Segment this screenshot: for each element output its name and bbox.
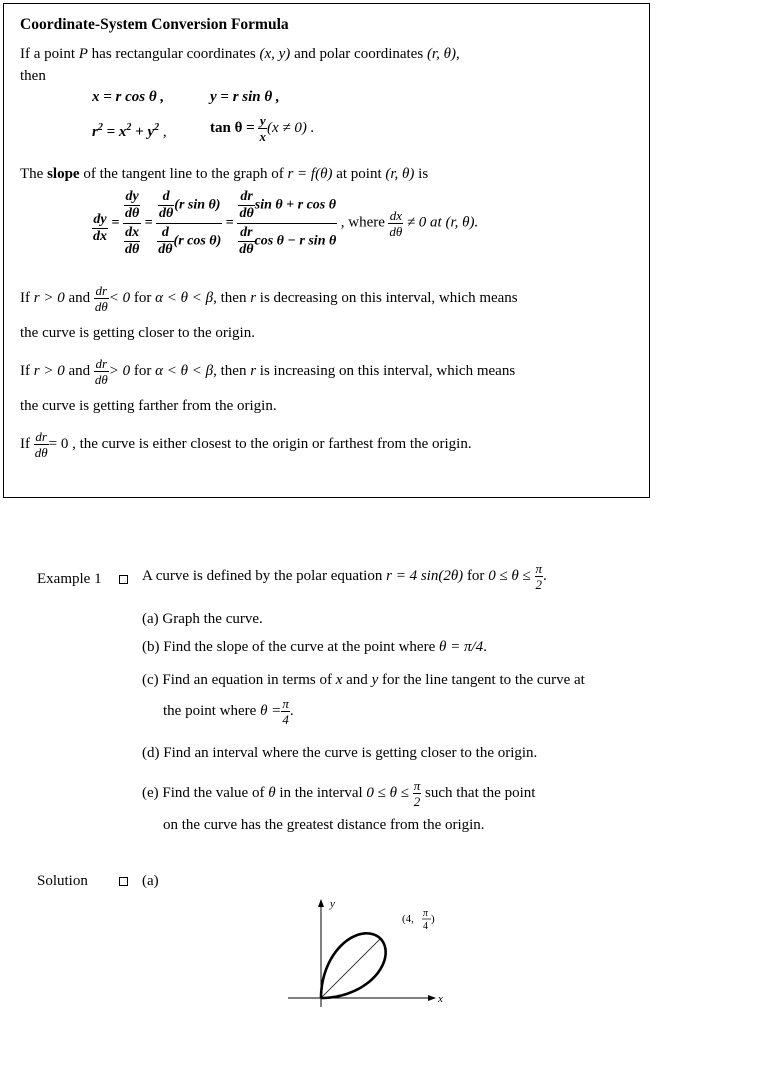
- point-label-close: ): [431, 913, 435, 925]
- eq-r-squared: $r^2 = x^2 + y^2$ ,: [92, 122, 167, 140]
- increasing-line2: the curve is getting farther from the origin.: [20, 398, 277, 414]
- part-c-line2: the point where θ = $\frac{\pi}{4}$ .: [163, 696, 294, 727]
- checkbox-icon: [119, 877, 128, 886]
- zero-line: If $\frac{dr}{d\theta}$ = 0 , the curve is either closest to the origin or farthest from the origin.: [20, 429, 472, 460]
- point-label-four: 4: [423, 921, 428, 932]
- part-b: (b) Find the slope of the curve at the point where θ = π/4.: [142, 639, 487, 655]
- example-label: Example 1: [37, 571, 102, 587]
- solution-label: Solution: [37, 873, 88, 889]
- x-axis-label: x: [438, 993, 443, 1005]
- eq-x: x = r cos θ ,: [92, 89, 165, 105]
- checkbox-icon: [119, 575, 128, 584]
- eq-tan: tan θ = $\frac{y}{x}$ (x ≠ 0) .: [210, 113, 315, 144]
- point-label-open: (4,: [402, 913, 414, 925]
- slope-sentence: The slope of the tangent line to the graph of r = f(θ) at point (r, θ) is: [20, 166, 429, 182]
- formula-title: Coordinate-System Conversion Formula: [20, 16, 289, 33]
- slope-formula: $\frac{dy}{dx}$ = $\frac{\frac{dy}{d\theta}}{\frac{dx}{d\theta}}$ = $\frac{d}{d\theta}$ (r sin θ) $\frac{d}{d\theta}$ (r cos θ) = $\frac{dr}{d\theta}$ sin θ + r cos θ $\frac{dr}{d\theta}$ cos θ − r sin θ , where $\frac{dx}{d\theta}$ ≠ 0 at (r, θ).: [93, 189, 479, 257]
- polar-graph: [280, 895, 460, 1010]
- diagonal-line: [321, 939, 380, 998]
- example-statement: A curve is defined by the polar equation r = 4 sin(2θ) for 0 ≤ θ ≤ $\frac{\pi}{2}$ .: [142, 561, 547, 592]
- part-d: (d) Find an interval where the curve is getting closer to the origin.: [142, 745, 538, 761]
- intro-then: then: [20, 68, 46, 84]
- part-c: (c) Find an equation in terms of x and y for the line tangent to the curve at: [142, 672, 585, 688]
- increasing-line: If r > 0 and $\frac{dr}{d\theta}$ > 0 for α < θ < β, then r is increasing on this interval, which means: [20, 356, 516, 387]
- part-e-line2: on the curve has the greatest distance from the origin.: [163, 817, 485, 833]
- intro-line: If a point P has rectangular coordinates (x, y) and polar coordinates (r, θ),: [20, 46, 460, 62]
- part-e: (e) Find the value of θ in the interval 0 ≤ θ ≤ $\frac{\pi}{2}$ such that the point: [142, 778, 536, 809]
- part-a: (a) Graph the curve.: [142, 611, 263, 627]
- point-label-pi: π: [423, 908, 429, 919]
- y-axis-label: y: [330, 898, 335, 910]
- decreasing-line: If r > 0 and $\frac{dr}{d\theta}$ < 0 for α < θ < β, then r is decreasing on this interval, which means: [20, 283, 518, 314]
- decreasing-line2: the curve is getting closer to the origin.: [20, 325, 255, 341]
- eq-y: y = r sin θ ,: [210, 89, 280, 105]
- solution-part-a: (a): [142, 873, 159, 889]
